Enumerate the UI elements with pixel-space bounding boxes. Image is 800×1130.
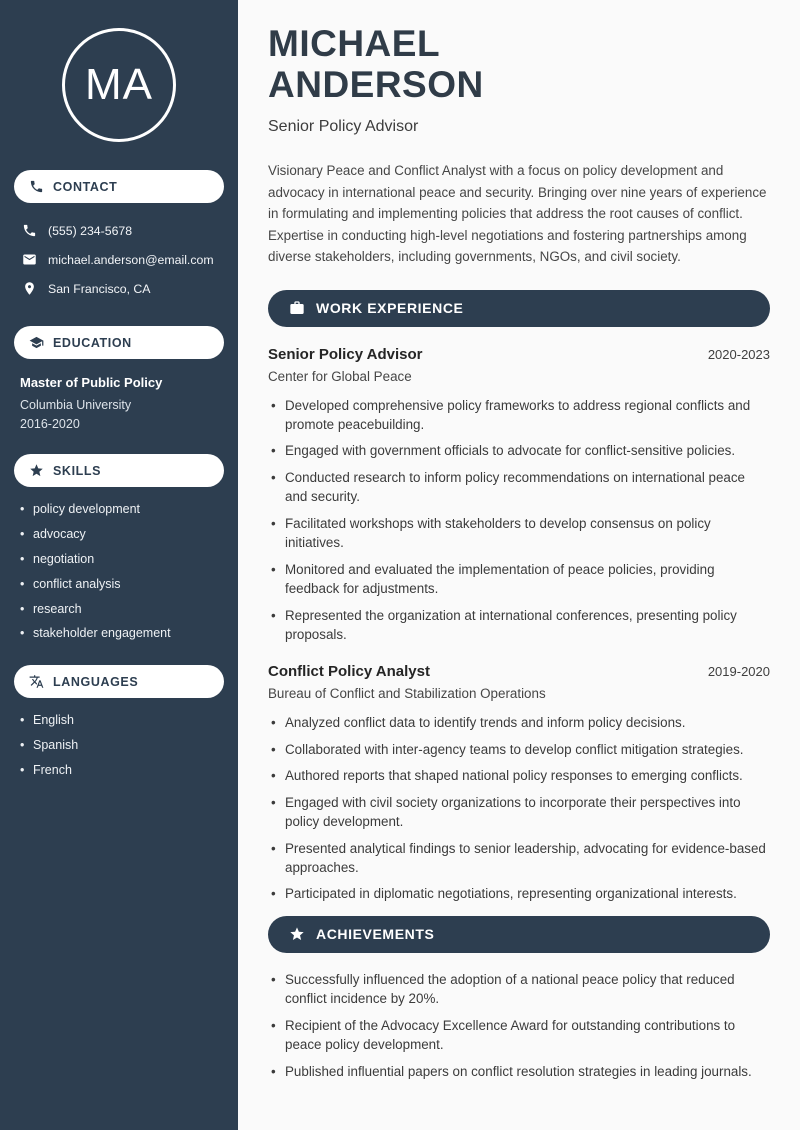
languages-list <box>14 698 224 779</box>
language-item: • Spanish <box>20 737 218 754</box>
main-content <box>238 0 800 1130</box>
job-entry <box>268 346 770 645</box>
languages-section-header <box>14 665 224 698</box>
graduation-cap-icon <box>29 335 44 350</box>
job-bullet-list <box>268 396 770 645</box>
sidebar <box>0 0 238 1130</box>
job-bullet: • Monitored and evaluated the implementation of peace policies, providing feedback for adjustments. <box>268 560 770 599</box>
job-bullet: • Presented analytical findings to senior leadership, advocating for evidence-based approaches. <box>268 839 770 878</box>
education-school: Columbia University <box>20 398 132 412</box>
phone-icon <box>22 223 37 238</box>
job-bullet: • Engaged with civil society organizations to incorporate their perspectives into policy development. <box>268 793 770 832</box>
achievements-section-label: ACHIEVEMENTS <box>316 926 435 943</box>
achievements-list <box>268 970 770 1081</box>
job-dates: 2019-2020 <box>707 664 770 680</box>
location-pin-icon <box>22 281 37 296</box>
person-name <box>268 24 770 105</box>
skills-section-header <box>14 454 224 487</box>
translate-icon <box>29 674 44 689</box>
languages-section <box>14 665 224 779</box>
job-company: Center for Global Peace <box>268 368 412 384</box>
contact-section-label: CONTACT <box>53 179 118 194</box>
job-header <box>268 663 770 680</box>
email-icon <box>22 252 37 267</box>
job-bullet-list <box>268 713 770 904</box>
work-experience-section-header <box>268 290 770 327</box>
profile-summary: Visionary Peace and Conflict Analyst with a focus on policy development and advocacy in international peace and security. Bringing over nine years of experience in formulating and implementing policies that address the root causes of conflict. Expertise in conducting high-level negotiations and fostering partnerships among diverse stakeholders, including governments, NGOs, and civil society. <box>268 163 767 265</box>
achievement-item: • Recipient of the Advocacy Excellence Award for outstanding contributions to peace policy development. <box>268 1016 770 1055</box>
star-icon <box>29 463 44 478</box>
skill-item: • negotiation <box>20 551 218 568</box>
job-header <box>268 346 770 363</box>
skills-section <box>14 454 224 642</box>
job-entry <box>268 663 770 904</box>
job-company: Bureau of Conflict and Stabilization Operations <box>268 686 546 702</box>
job-bullet: • Represented the organization at international conferences, presenting policy proposals. <box>268 606 770 645</box>
person-job-title: Senior Policy Advisor <box>268 118 419 136</box>
contact-email-row <box>18 245 220 274</box>
contact-email-value: michael.anderson@email.com <box>48 252 214 267</box>
contact-phone-value: (555) 234-5678 <box>48 223 133 238</box>
avatar <box>62 28 176 142</box>
person-name-line1: MICHAEL <box>268 23 441 64</box>
contact-section-header <box>14 170 224 203</box>
job-bullet: • Developed comprehensive policy frameworks to address regional conflicts and promote peacebuilding. <box>268 396 770 435</box>
job-title: Senior Policy Advisor <box>268 345 423 363</box>
job-title: Conflict Policy Analyst <box>268 663 430 681</box>
work-experience-section-label: WORK EXPERIENCE <box>316 300 464 317</box>
job-bullet: • Analyzed conflict data to identify trends and inform policy decisions. <box>268 713 770 732</box>
skill-item: • conflict analysis <box>20 576 218 593</box>
contact-phone-row <box>18 216 220 245</box>
language-item: • English <box>20 712 218 729</box>
education-section <box>14 326 224 431</box>
skill-item: • advocacy <box>20 526 218 543</box>
skill-item: • research <box>20 601 218 618</box>
education-section-header <box>14 326 224 359</box>
avatar-initials: MA <box>85 60 153 109</box>
job-bullet: • Participated in diplomatic negotiations, representing organizational interests. <box>268 884 770 903</box>
contact-section <box>14 170 224 303</box>
education-years: 2016-2020 <box>20 417 80 431</box>
education-section-label: EDUCATION <box>53 335 132 350</box>
person-name-line2: ANDERSON <box>268 63 484 105</box>
language-item: • French <box>20 762 218 779</box>
job-bullet: • Facilitated workshops with stakeholders to develop consensus on policy initiatives. <box>268 514 770 553</box>
contact-location-row <box>18 274 220 303</box>
skill-item: • stakeholder engagement <box>20 625 218 642</box>
job-dates: 2020-2023 <box>707 346 770 362</box>
skills-section-label: SKILLS <box>53 463 102 478</box>
contact-location-value: San Francisco, CA <box>48 281 151 296</box>
languages-section-label: LANGUAGES <box>53 674 139 689</box>
star-icon <box>289 926 305 942</box>
job-bullet: • Conducted research to inform policy recommendations on international peace and security. <box>268 468 770 507</box>
job-bullet: • Collaborated with inter-agency teams to develop conflict mitigation strategies. <box>268 740 770 759</box>
job-bullet: • Engaged with government officials to advocate for conflict-sensitive policies. <box>268 441 770 460</box>
achievement-item: • Successfully influenced the adoption of a national peace policy that reduced conflict incidence by 20%. <box>268 970 770 1009</box>
contact-list <box>14 203 224 303</box>
education-entry <box>14 359 224 431</box>
job-bullet: • Authored reports that shaped national policy responses to emerging conflicts. <box>268 766 770 785</box>
briefcase-icon <box>289 300 305 316</box>
achievement-item: • Published influential papers on conflict resolution strategies in leading journals. <box>268 1062 770 1081</box>
skills-list <box>14 487 224 642</box>
education-degree: Master of Public Policy <box>20 375 163 390</box>
skill-item: • policy development <box>20 501 218 518</box>
achievements-section-header <box>268 916 770 953</box>
phone-icon <box>29 179 44 194</box>
